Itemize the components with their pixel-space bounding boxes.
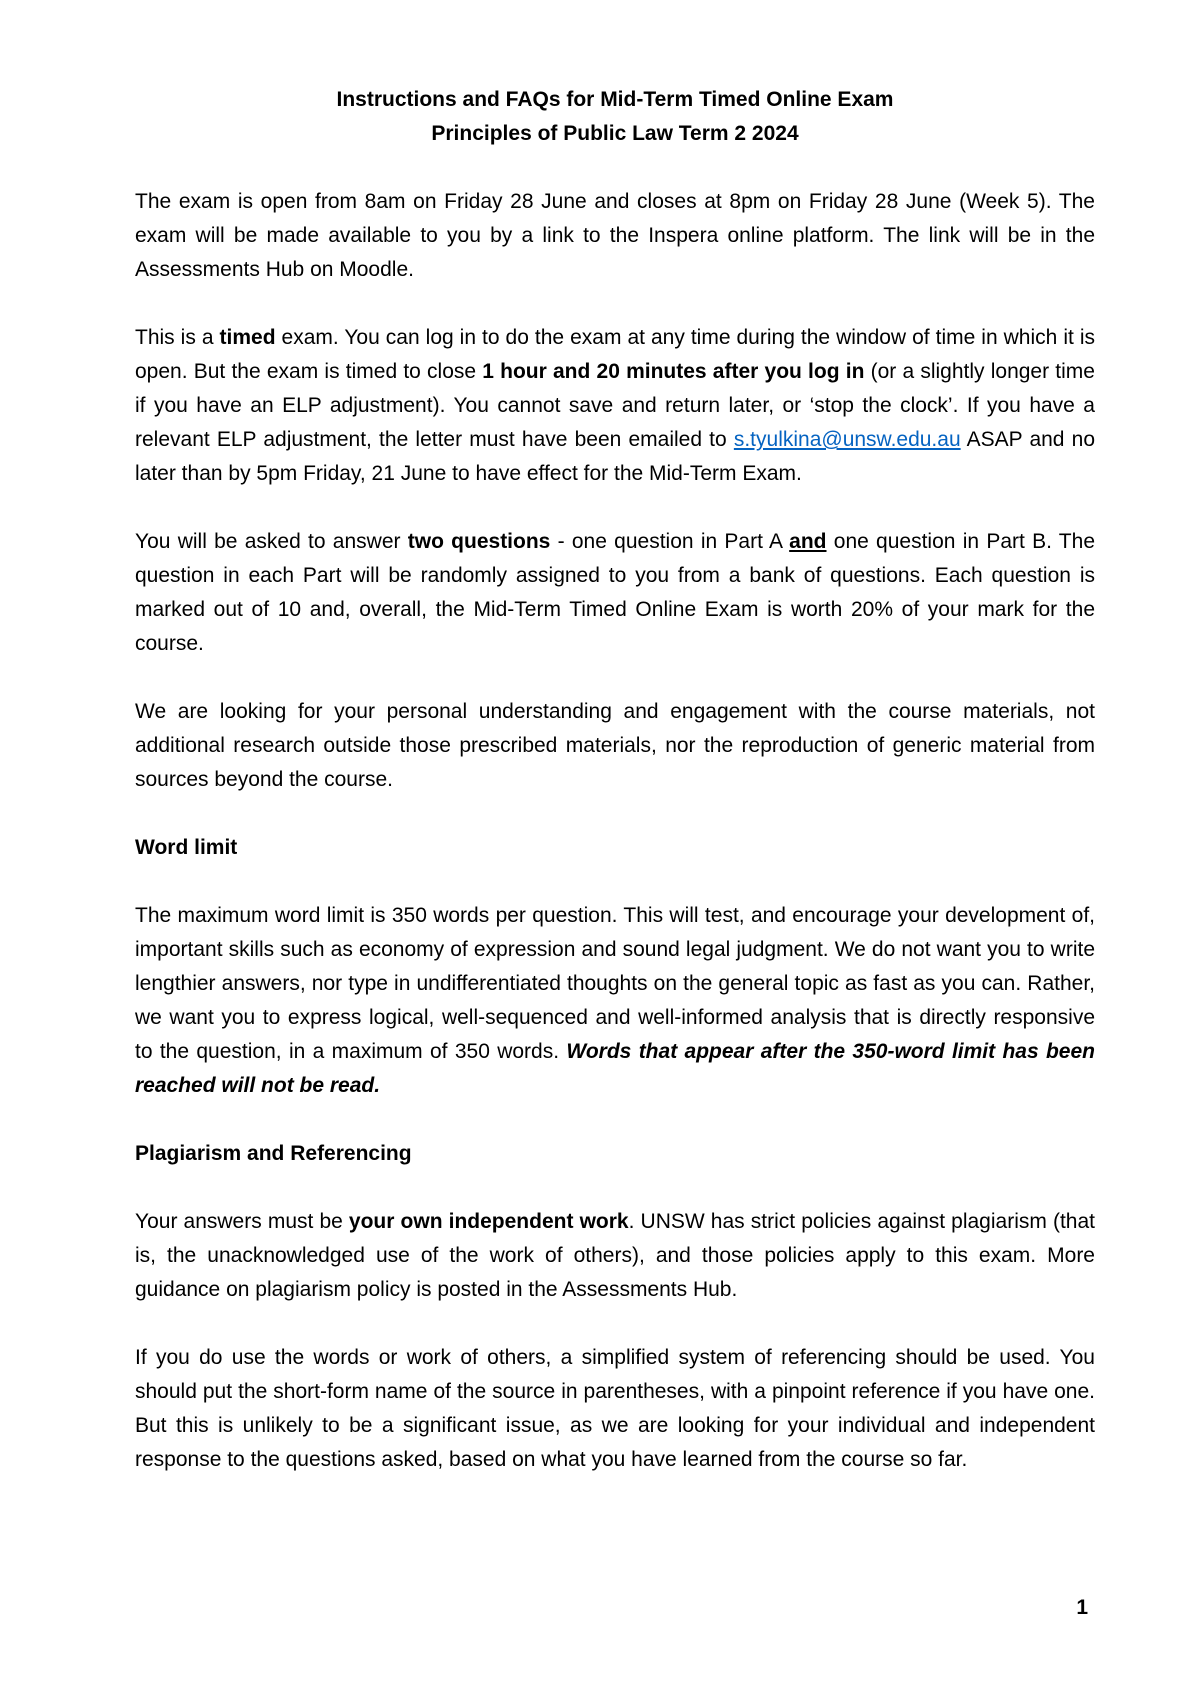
text-run: Your answers must be <box>135 1210 349 1233</box>
referencing-paragraph: If you do use the words or work of others, a simplified system of referencing should be used. You should put the short-form name of the source in parentheses, with a pinpoint reference if you have one. But this is unlikely to be a significant issue, as we are looking for your individual and independent response to the questions asked, based on what you have learned from the course so far. <box>135 1346 1095 1471</box>
bold-text: your own independent work <box>348 1210 629 1233</box>
spacer <box>135 1307 1095 1341</box>
looking-for-paragraph: We are looking for your personal understanding and engagement with the course materials, not additional research outside those prescribed materials, nor the reproduction of generic material from sources beyond the course. <box>135 700 1095 791</box>
bold-text: two questions <box>407 530 551 553</box>
email-link[interactable]: s.tyulkina@unsw.edu.au <box>733 428 961 451</box>
word-limit-heading: Word limit <box>135 836 238 859</box>
emphasis-text: Words that appear after the 350-word limit has been reached will not be read. <box>135 1040 1095 1097</box>
spacer <box>135 491 1095 525</box>
bold-text: timed <box>219 326 276 349</box>
spacer <box>135 287 1095 321</box>
plagiarism-heading: Plagiarism and Referencing <box>135 1142 412 1165</box>
text-run: This is a <box>135 326 220 349</box>
spacer <box>135 1103 1095 1137</box>
bold-text: 1 hour and 20 minutes after you log in <box>482 360 865 383</box>
spacer <box>135 661 1095 695</box>
document-body <box>135 83 1095 1477</box>
plagiarism-paragraph <box>135 1205 1095 1307</box>
text-run: You will be asked to answer <box>135 530 408 553</box>
word-limit-paragraph <box>135 899 1095 1103</box>
text-run: . UNSW has strict policies against plagiarism (that is, the unacknowledged use of the work of others), and those policies apply to this exam. More guidance on plagiarism policy is posted in the Assessments Hub. <box>135 1210 1095 1301</box>
text-run: - one question in Part A <box>550 530 790 553</box>
spacer <box>135 865 1095 899</box>
questions-paragraph <box>135 525 1095 661</box>
text-run: (or a slightly longer time if you have an ELP adjustment). You cannot save and return later, or ‘stop the clock’. If you have a relevant ELP adjustment, the letter must have been emailed to <box>135 360 1095 451</box>
spacer <box>135 151 1095 185</box>
text-run: exam. You can log in to do the exam at any time during the window of time in which it is open. But the exam is timed to close <box>135 326 1095 383</box>
intro-paragraph: The exam is open from 8am on Friday 28 June and closes at 8pm on Friday 28 June (Week 5). The exam will be made available to you by a link to the Inspera online platform. The link will be in the Assessments Hub on Moodle. <box>135 190 1095 281</box>
spacer <box>135 797 1095 831</box>
underlined-text: and <box>789 530 827 553</box>
document-title: Instructions and FAQs for Mid-Term Timed Online Exam <box>336 88 894 111</box>
timed-paragraph <box>135 321 1095 491</box>
spacer <box>135 1171 1095 1205</box>
text-run: one question in Part B. The question in each Part will be randomly assigned to you from a bank of questions. Each question is marked out of 10 and, overall, the Mid-Term Timed Online Exam is worth 20% of your mark for the course. <box>135 530 1095 655</box>
page-number: 1 <box>1076 1596 1088 1619</box>
text-run: ASAP and no later than by 5pm Friday, 21 June to have effect for the Mid-Term Exam. <box>135 428 1095 485</box>
text-run: The maximum word limit is 350 words per question. This will test, and encourage your development of, important skills such as economy of expression and sound legal judgment. We do not want you to write lengthier answers, nor type in undifferentiated thoughts on the general topic as fast as you can. Rather, we want you to express logical, well-sequenced and well-informed analysis that is directly responsive to the question, in a maximum of 350 words. <box>135 904 1095 1063</box>
document-subtitle: Principles of Public Law Term 2 2024 <box>431 122 799 145</box>
